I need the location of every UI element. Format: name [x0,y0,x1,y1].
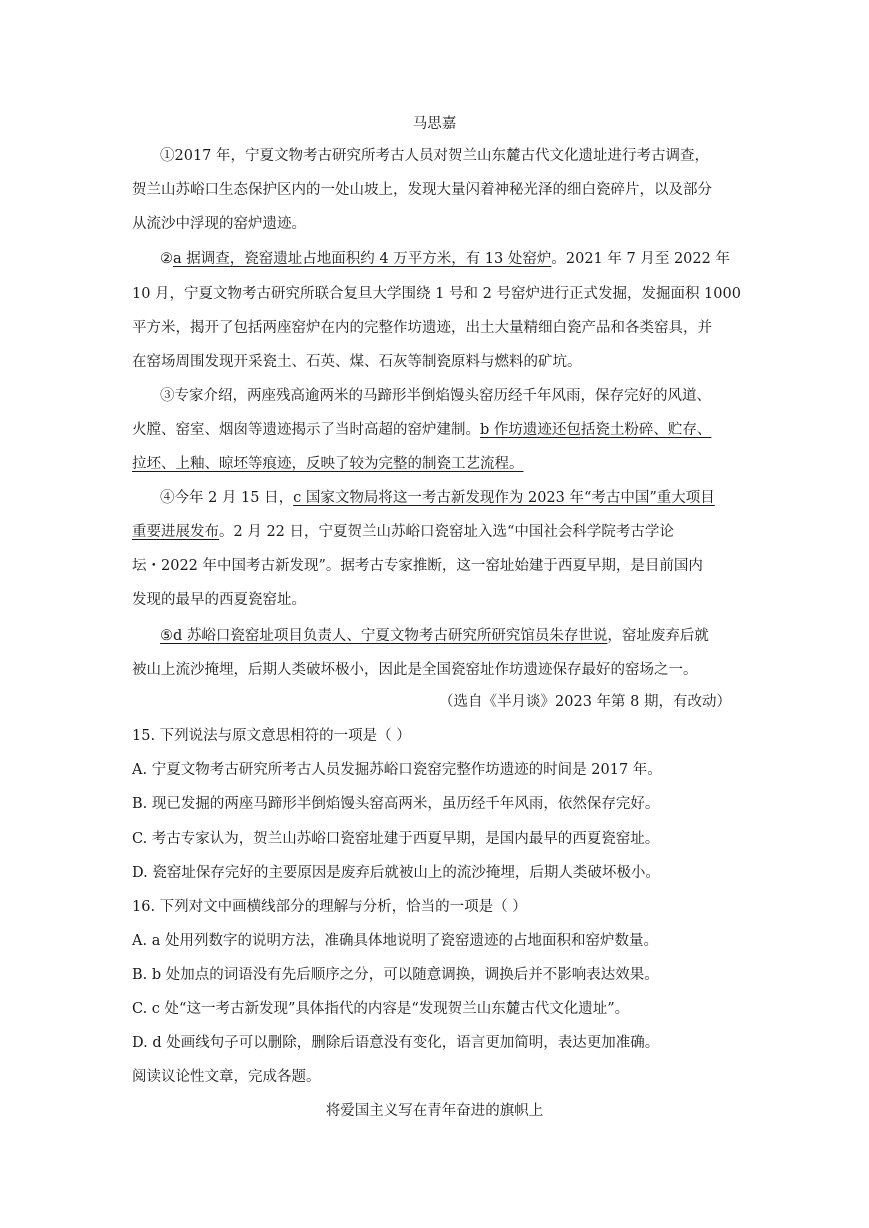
question-15-option-c: C. 考古专家认为，贺兰山苏峪口瓷窑址建于西夏早期，是国内最早的西夏瓷窑址。 [132,831,660,847]
question-16-option-d: D. d 处画线句子可以删除，删除后语意没有变化，语言更加简明，表达更加准确。 [132,1035,660,1051]
p4-line2 [132,522,674,542]
underlined-sentence-c-cont: 重要进展发布 [132,524,219,540]
p3-line2-head: 火膛、窑室、烟囱等遗迹揭示了当时高超的窑炉建制。 [132,422,480,438]
p4-line1-head: ④今年 2 月 15 日， [160,490,294,506]
p2-line1-tail: 。2021 年 7 月至 2022 年 [551,251,730,267]
question-16-option-c: C. c 处“这一考古新发现”具体指代的内容是“发现贺兰山东麓古代文化遗址”。 [132,1001,630,1017]
underlined-sentence-a: a 据调查，瓷窑遗址占地面积约 4 万平方米，有 13 处窑炉 [173,251,552,267]
next-article-title: 将爱国主义写在青年奋进的旗帜上 [325,1103,544,1119]
p4-line1 [160,488,715,508]
p5-line2: 被山上流沙掩埋，后期人类破坏极小，因此是全国瓷窑址作坊遗迹保存最好的窑场之一。 [132,662,698,678]
p4-line4: 发现的最早的西夏瓷窑址。 [132,592,306,608]
p4-line2-tail: 。2 月 22 日，宁夏贺兰山苏峪口瓷窑址入选“中国社会科学院考古学论 [219,524,674,540]
p1-line3: 从流沙中浮现的窑炉遗迹。 [132,216,306,232]
underlined-sentence-c: c 国家文物局将这一考古新发现作为 2023 年“考古中国”重大项目 [293,490,715,506]
p1-line2: 贺兰山苏峪口生态保护区内的一处山坡上，发现大量闪着神秘光泽的细白瓷碎片，以及部分 [132,182,712,198]
p2-line2: 10 月，宁夏文物考古研究所联合复旦大学围绕 1 号和 2 号窑炉进行正式发掘，发掘面积 1000 [132,286,741,302]
author-name: 马思嘉 [412,116,457,132]
question-16-option-b: B. b 处加点的词语没有先后顺序之分，可以随意调换，调换后并不影响表达效果。 [132,967,659,983]
question-15-option-b: B. 现已发掘的两座马蹄形半倒焰馒头窑高两米，虽历经千年风雨，依然保存完好。 [132,796,660,812]
underlined-sentence-d: ⑤d 苏峪口瓷窑址项目负责人、宁夏文物考古研究所研究馆员朱存世说 [160,628,608,644]
question-15-option-a: A. 宁夏文物考古研究所考古人员发掘苏峪口瓷窑完整作坊遗迹的时间是 2017 年。 [132,762,662,778]
question-15-stem: 15. 下列说法与原文意思相符的一项是（ ） [132,728,411,744]
p3-line2 [132,420,711,440]
p2-line3: 平方米，揭开了包括两座窑炉在内的完整作坊遗迹，出土大量精细白瓷产品和各类窑具，并 [132,320,712,336]
p1-line1: ①2017 年，宁夏文物考古研究所考古人员对贺兰山东麓古代文化遗址进行考古调查， [160,148,710,164]
question-16-stem: 16. 下列对文中画横线部分的理解与分析，恰当的一项是（ ） [132,899,527,915]
p5-line1 [160,626,709,646]
p2-line1 [160,249,730,269]
p3-line3 [132,454,524,474]
p2-line4: 在窑场周围发现开采瓷土、石英、煤、石灰等制瓷原料与燃料的矿坑。 [132,354,582,370]
p4-line3: 坛・2022 年中国考古新发现”。据考古专家推断，这一窑址始建于西夏早期，是目前国内 [132,558,703,574]
question-16-option-a: A. a 处用列数字的说明方法，准确具体地说明了瓷窑遗迹的占地面积和窑炉数量。 [132,933,658,949]
p3-line1: ③专家介绍，两座残高逾两米的马蹄形半倒焰馒头窑历经千年风雨，保存完好的风道、 [160,388,711,404]
reading-instruction: 阅读议论性文章，完成各题。 [132,1069,321,1085]
p2-marker: ② [160,251,173,267]
underlined-sentence-b: b 作坊遗迹还包括瓷土粉碎、贮存、 [480,422,712,438]
underlined-sentence-b-cont: 拉坯、上釉、晾坯等痕迹，反映了较为完整的制瓷工艺流程。 [132,456,524,472]
p5-line1-tail: ，窑址废弃后就 [607,628,709,644]
source-citation: （选自《半月谈》2023 年第 8 期，有改动） [439,694,731,710]
question-15-option-d: D. 瓷窑址保存完好的主要原因是废弃后就被山上的流沙掩埋，后期人类破坏极小。 [132,865,660,881]
